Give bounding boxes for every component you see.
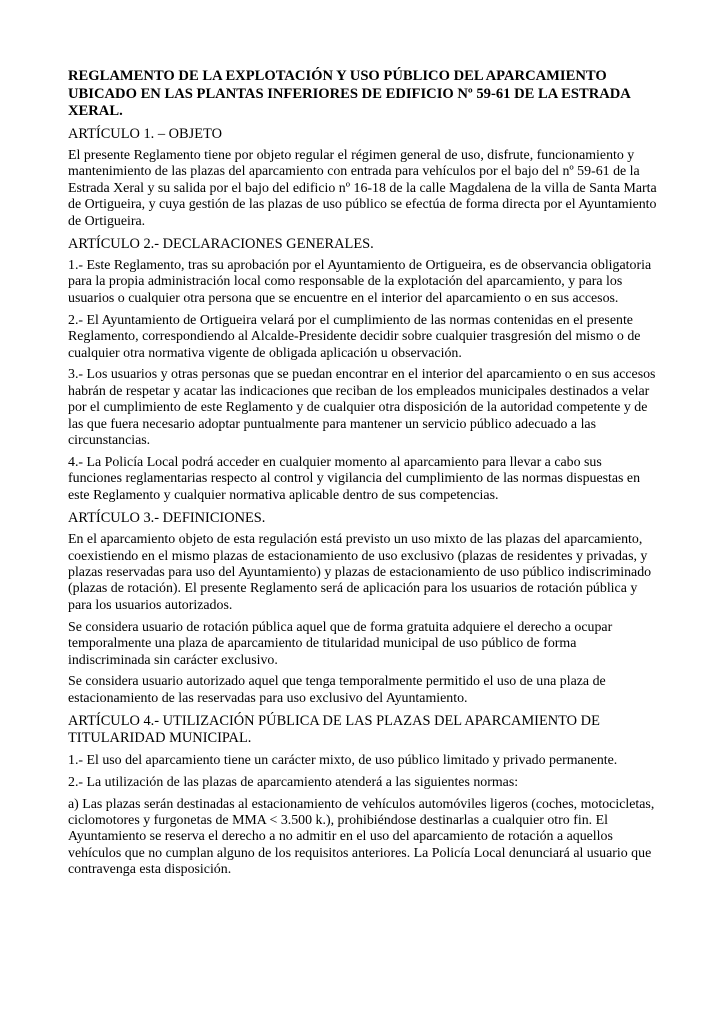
article-2-paragraph-4: 4.- La Policía Local podrá acceder en cualquier momento al aparcamiento para llevar a cabo sus funciones reglamentarias respecto al control y vigilancia del cumplimiento de las normas dispuestas en este Reglamento y cualquier normativa aplicable dentro de sus competencias. — [68, 455, 641, 503]
article-1-heading: ARTÍCULO 1. – OBJETO — [68, 125, 222, 142]
article-4-paragraph-3: a) Las plazas serán destinadas al estacionamiento de vehículos automóviles ligeros (coches, motocicletas, ciclomotores y furgonetas de MMA < 3.500 k.), prohibiéndose destinarlas a cualquier otro fin. El Ayuntamiento se reserva el derecho a no admitir en el uso del aparcamiento de rotación a aquellos vehículos que no cumplan alguno de los requisitos anteriores. La Policía Local denunciará al usuario que contravenga esta disposición. — [68, 796, 655, 878]
article-3-paragraph-3: Se considera usuario autorizado aquel que tenga temporalmente permitido el uso de una plaza de estacionamiento de las reservadas para uso exclusivo del Ayuntamiento. — [68, 674, 606, 706]
article-3-paragraph-1: En el aparcamiento objeto de esta regulación está previsto un uso mixto de las plazas del aparcamiento, coexistiendo en el mismo plazas de estacionamiento de uso exclusivo (plazas de residentes y privadas, y plazas reservadas para uso del Ayuntamiento) y plazas de estacionamiento de uso público indiscriminado (plazas de rotación). El presente Reglamento será de aplicación para los usuarios de rotación pública y para los usuarios autorizados. — [68, 532, 652, 613]
article-2-paragraph-2: 2.- El Ayuntamiento de Ortigueira velará por el cumplimiento de las normas contenidas en el presente Reglamento, correspondiendo al Alcalde-Presidente decidir sobre cualquier trasgresión del mismo o de cualquier otra normativa vigente de obligada aplicación u observación. — [68, 312, 641, 361]
article-2-heading: ARTÍCULO 2.- DECLARACIONES GENERALES. — [68, 235, 374, 252]
article-4-paragraph-2: 2.- La utilización de las plazas de aparcamiento atenderá a las siguientes normas: — [68, 774, 519, 790]
document-page — [68, 68, 658, 884]
document-title: REGLAMENTO DE LA EXPLOTACIÓN Y USO PÚBLICO DEL APARCAMIENTO UBICADO EN LAS PLANTAS INFERIORES DE EDIFICIO Nº 59-61 DE LA ESTRADA XERAL. — [68, 68, 631, 119]
article-2-paragraph-1: 1.- Este Reglamento, tras su aprobación por el Ayuntamiento de Ortigueira, es de observancia obligatoria para la propia administración local como responsable de la explotación del aparcamiento, y para los usuarios o cualquier otra persona que se encuentre en el interior del aparcamiento o en sus accesos. — [68, 258, 652, 306]
article-4-heading: ARTÍCULO 4.- UTILIZACIÓN PÚBLICA DE LAS PLAZAS DEL APARCAMIENTO DE TITULARIDAD MUNICIPAL. — [68, 712, 600, 747]
article-4-paragraph-1: 1.- El uso del aparcamiento tiene un carácter mixto, de uso público limitado y privado permanente. — [68, 752, 618, 768]
article-1-paragraph: El presente Reglamento tiene por objeto regular el régimen general de uso, disfrute, funcionamiento y mantenimiento de las plazas del aparcamiento con entrada para vehículos por el bajo del nº 59-61 de la Estrada Xeral y su salida por el bajo del edificio nº 16-18 de la calle Magdalena de la villa de Santa Marta de Ortigueira, y cuya gestión de las plazas de uso público se efectúa de forma directa por el Ayuntamiento de Ortigueira. — [68, 148, 657, 229]
article-3-heading: ARTÍCULO 3.- DEFINICIONES. — [68, 509, 266, 526]
article-2-paragraph-3: 3.- Los usuarios y otras personas que se puedan encontrar en el interior del aparcamiento o en sus accesos habrán de respetar y acatar las indicaciones que reciban de los empleados municipales destinados a velar por el cumplimiento de este Reglamento y de cualquier otra disposición de la autoridad competente y de las que fuera necesario adoptar puntualmente para mantener un servicio público adecuado a las circunstancias. — [68, 367, 656, 449]
article-3-paragraph-2: Se considera usuario de rotación pública aquel que de forma gratuita adquiere el derecho a ocupar temporalmente una plaza de aparcamiento de titularidad municipal de uso público de forma indiscriminada sin carácter exclusivo. — [68, 619, 613, 668]
